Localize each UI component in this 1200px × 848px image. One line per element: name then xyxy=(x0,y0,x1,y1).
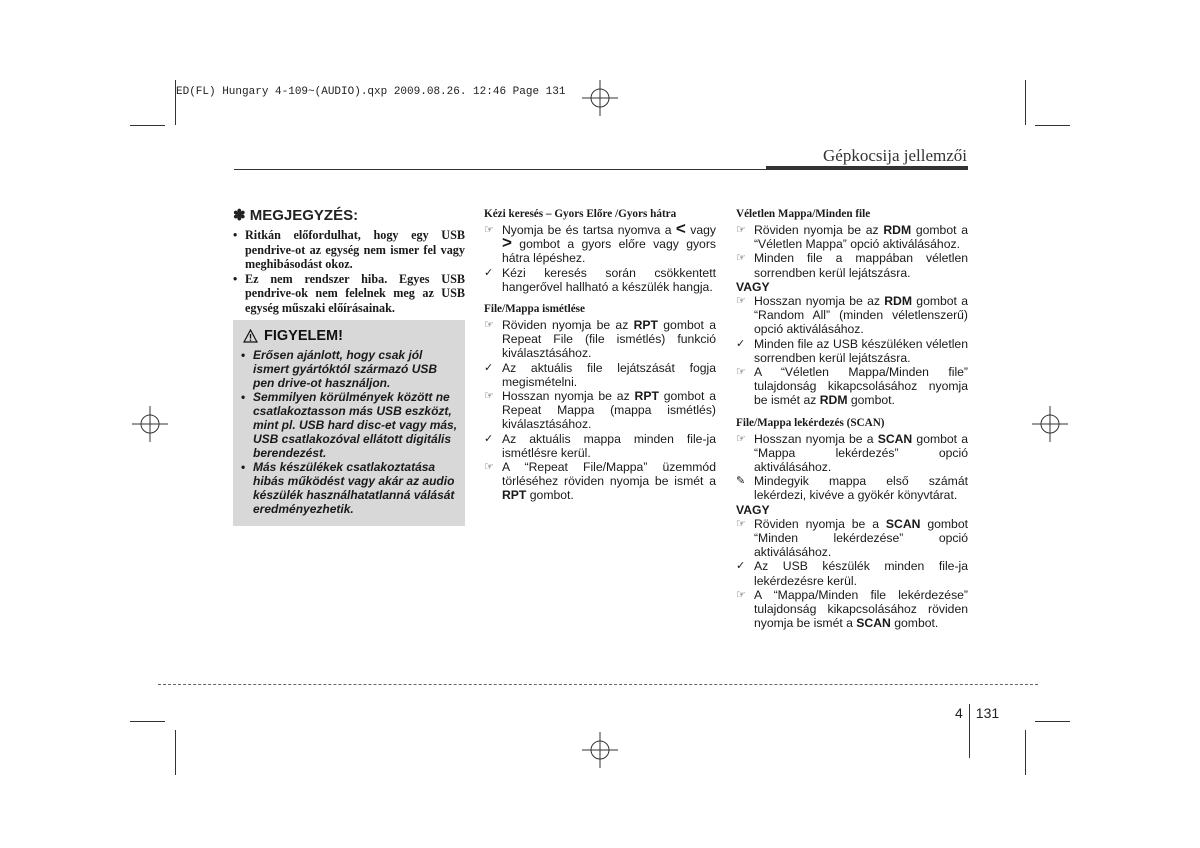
right-chevron-icon: > xyxy=(502,233,512,253)
note-title: ✽ MEGJEGYZÉS: xyxy=(233,207,359,224)
random-heading: Véletlen Mappa/Minden file xyxy=(736,208,871,220)
note-item: • Ez nem rendszer hiba. Egyes USB pendrive-ok nem felelnek meg az USB egység műszaki előírásainak. xyxy=(233,272,465,316)
list-item: ☞ Hosszan nyomja be az RPT gombot a Repeat Mappa (mappa ismétlés) kiválasztásához. xyxy=(484,389,717,432)
random-list-2 xyxy=(736,294,968,408)
pencil-icon: ✎ xyxy=(736,475,746,488)
list-item: ☞ Röviden nyomja be az RDM gombot a “Véletlen Mappa” opció aktiválásához. xyxy=(736,223,968,252)
check-icon: ✓ xyxy=(484,432,494,445)
crop-mark xyxy=(130,125,165,126)
check-icon: ✓ xyxy=(484,266,494,279)
list-item: ✓ Az aktuális mappa minden file-ja ismétlésre kerül. xyxy=(484,431,716,460)
warning-title: FIGYELEM! xyxy=(264,328,343,344)
list-item: ✓ Az aktuális file lejátszását fogja megismételni. xyxy=(484,360,716,389)
registration-mark-left xyxy=(130,404,170,444)
press-icon: ☞ xyxy=(736,224,746,236)
warning-list xyxy=(239,348,459,516)
warning-item: • Erősen ajánlott, hogy csak jól ismert gyártóktól származó USB pen drive-ot használjon. xyxy=(239,348,459,390)
press-icon: ☞ xyxy=(484,224,494,236)
crop-mark xyxy=(130,721,165,722)
press-icon: ☞ xyxy=(484,390,494,403)
list-item: ☞ Minden file a mappában véletlen sorrendben kerül lejátszásra. xyxy=(736,251,968,280)
press-icon: ☞ xyxy=(484,461,494,474)
chapter-number: 4 xyxy=(955,705,963,721)
press-icon: ☞ xyxy=(736,252,746,265)
list-item: ✓ Minden file az USB készüléken véletlen sorrendben kerül lejátszásra. xyxy=(736,336,968,365)
press-icon: ☞ xyxy=(736,588,746,601)
left-chevron-icon: < xyxy=(675,219,686,238)
warning-item: • Semmilyen körülmények között ne csatlakoztasson más USB eszközt, mint pl. USB hard disc-et vagy más, USB csatlakozóval ellátott digitális berendezést. xyxy=(239,390,459,460)
file-info: ED(FL) Hungary 4-109~(AUDIO).qxp 2009.08.26. 12:46 Page 131 xyxy=(176,86,566,98)
list-item: ☞ A “Mappa/Minden file lekérdezése” tulajdonság kikapcsolásához röviden nyomja be ismét a SCAN gombot. xyxy=(736,587,968,631)
header-bar xyxy=(766,166,968,170)
press-icon: ☞ xyxy=(736,295,746,308)
list-item: ✓ Kézi keresés során csökkentett hangerővel hallható a készülék hangja. xyxy=(484,265,716,294)
crop-mark xyxy=(175,730,176,775)
repeat-heading: File/Mappa ismétlése xyxy=(484,303,585,316)
press-icon: ☞ xyxy=(484,319,494,332)
list-item: ☞ Nyomja be és tartsa nyomva a < vagy > gombot a gyors előre vagy gyors hátra lépéshez. xyxy=(484,219,716,266)
registration-mark-right xyxy=(1030,404,1070,444)
random-list xyxy=(736,223,968,280)
list-item: ☞ Röviden nyomja be a SCAN gombot “Minden lekérdezése” opció aktiválásához. xyxy=(736,516,968,560)
registration-mark-top xyxy=(580,78,620,118)
page-number xyxy=(955,686,999,740)
scan-list xyxy=(736,432,968,503)
list-item: ☞ Hosszan nyomja be az RDM gombot a “Random All” (minden véletlenszerű) opció aktiválásához. xyxy=(736,294,968,337)
crop-mark xyxy=(1035,721,1070,722)
repeat-list xyxy=(484,318,716,503)
list-item: ☞ A “Véletlen Mappa/Minden file” tulajdonság kikapcsolásához nyomja be ismét az RDM gombot. xyxy=(736,365,968,408)
footer-rule xyxy=(158,684,1038,685)
press-icon: ☞ xyxy=(736,517,746,530)
warning-triangle-icon xyxy=(243,329,258,343)
section-title: Gépkocsija jellemzői xyxy=(823,146,967,165)
press-icon: ☞ xyxy=(736,366,746,379)
note-item: • Ritkán előfordulhat, hogy egy USB pendrive-ot az egység nem ismer fel vagy meghibásodást okoz. xyxy=(233,228,465,272)
check-icon: ✓ xyxy=(736,337,746,350)
list-item: ☞ A “Repeat File/Mappa” üzemmód törléséhez röviden nyomja be ismét a RPT gombot. xyxy=(484,460,716,503)
warning-item: • Más készülékek csatlakoztatása hibás működést vagy akár az audio készülék használhatatlanná válását eredményezhetik. xyxy=(239,460,459,516)
or-label: VAGY xyxy=(736,279,770,294)
manual-search-heading: Kézi keresés – Gyors Előre /Gyors hátra xyxy=(484,208,677,220)
warning-box xyxy=(233,320,465,526)
check-icon: ✓ xyxy=(484,361,494,374)
manual-search-list xyxy=(484,219,716,294)
note-list xyxy=(233,228,465,315)
note-section xyxy=(233,206,465,315)
warning-title-row xyxy=(243,328,343,344)
page-number-value: 131 xyxy=(975,705,1000,721)
crop-mark xyxy=(1035,125,1070,126)
press-icon: ☞ xyxy=(736,432,746,445)
page-separator xyxy=(969,704,970,758)
registration-mark-bottom xyxy=(580,730,620,770)
column-right xyxy=(736,207,968,630)
list-item: ✎ Mindegyik mappa első számát lekérdezi, kivéve a gyökér könyvtárat. xyxy=(736,474,968,503)
list-item: ☞ Röviden nyomja be az RPT gombot a Repeat File (file ismétlés) funkció kiválasztásához. xyxy=(484,318,716,361)
check-icon: ✓ xyxy=(736,560,746,573)
list-item: ✓ Az USB készülék minden file-ja lekérdezésre kerül. xyxy=(736,559,968,588)
or-label: VAGY xyxy=(736,502,770,517)
column-middle xyxy=(484,207,716,503)
scan-heading: File/Mappa lekérdezés (SCAN) xyxy=(736,416,885,429)
crop-mark xyxy=(1025,80,1026,125)
scan-list-2 xyxy=(736,517,968,631)
crop-mark xyxy=(1025,730,1026,775)
list-item: ☞ Hosszan nyomja be a SCAN gombot a “Mappa lekérdezés” opció aktiválásához. xyxy=(736,431,969,475)
